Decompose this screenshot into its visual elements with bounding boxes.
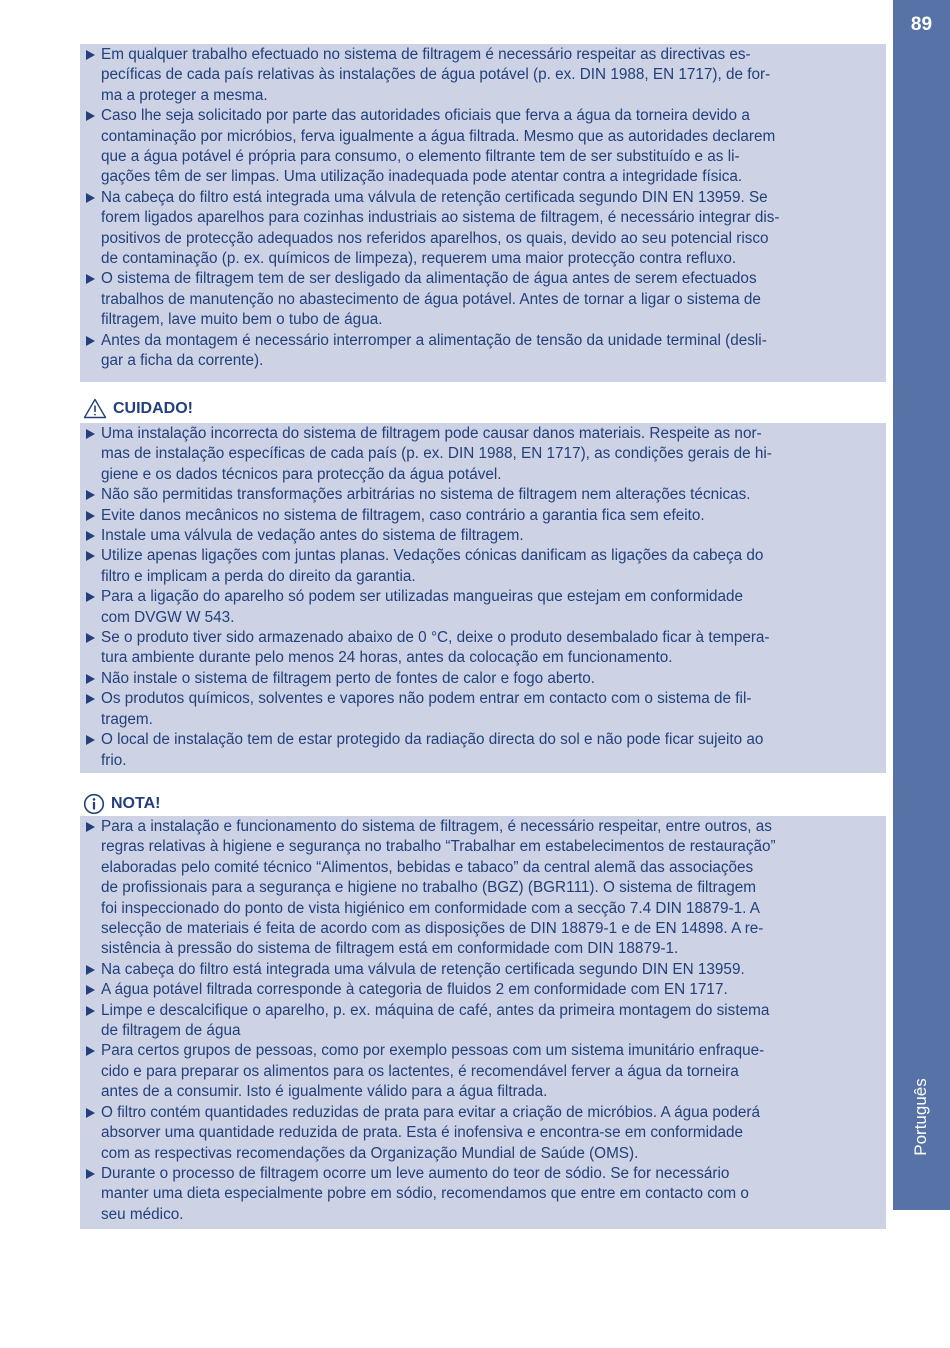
bullet-text-line: Na cabeça do filtro está integrada uma válvula de retenção certificada segundo DIN EN 13959.	[101, 960, 745, 978]
bullet-text-line: Para a ligação do aparelho só podem ser utilizadas mangueiras que estejam em conformidade	[101, 588, 743, 606]
bullet-item	[86, 1001, 878, 1042]
bullet-text-line: Utilize apenas ligações com juntas planas. Vedações cónicas danificam as ligações da cabeça do	[101, 547, 764, 565]
bullet-arrow-icon	[86, 193, 95, 203]
bullet-text-line: com DVGW W 543.	[101, 608, 235, 626]
bullet-arrow-icon	[86, 674, 95, 684]
bullet-text-line: foi inspeccionado do ponto de vista higiénico em conformidade com a secção 7.4 DIN 18879-1. A	[101, 899, 761, 917]
bullet-arrow-icon	[86, 694, 95, 704]
bullet-text-line: Caso lhe seja solicitado por parte das autoridades oficiais que ferva a água da torneira devido a	[101, 107, 750, 125]
bullet-item	[86, 669, 878, 689]
bullet-text-line: Não são permitidas transformações arbitrárias no sistema de filtragem nem alterações técnicas.	[101, 486, 751, 504]
bullet-arrow-icon	[86, 511, 95, 521]
bullet-text-line: com as respectivas recomendações da Organização Mundial de Saúde (OMS).	[101, 1144, 639, 1162]
bullet-item	[86, 45, 878, 106]
bullet-text-line: forem ligados aparelhos para cozinhas industriais ao sistema de filtragem, é necessário integrar dis-	[101, 209, 780, 227]
bullet-item	[86, 817, 878, 960]
side-tab	[893, 0, 950, 1210]
bullet-item	[86, 1041, 878, 1102]
bullet-arrow-icon	[86, 985, 95, 995]
bullet-text-line: regras relativas à higiene e segurança no trabalho “Trabalhar em estabelecimentos de restauração”	[101, 838, 776, 856]
bullet-arrow-icon	[86, 1169, 95, 1179]
bullet-text-line: de contaminação (p. ex. químicos de limpeza), requerem uma maior protecção contra refluxo.	[101, 250, 737, 268]
bullet-item	[86, 424, 878, 485]
bullet-text-line: que a água potável é própria para consumo, o elemento filtrante tem de ser substituído e as li-	[101, 148, 740, 166]
note-heading-label: NOTA!	[111, 795, 161, 812]
bullet-text-line: absorver uma quantidade reduzida de prata. Esta é inofensiva e encontra-se em conformidade	[101, 1124, 744, 1142]
bullet-item	[86, 628, 878, 669]
language-tab-label: Português	[911, 1078, 930, 1156]
bullet-arrow-icon	[86, 1006, 95, 1016]
caution-box	[80, 423, 886, 773]
bullet-arrow-icon	[86, 336, 95, 346]
bullet-text-line: mas de instalação específicas de cada país (p. ex. DIN 1988, EN 1717), as condições gerais de hi-	[101, 445, 772, 463]
bullet-text-line: selecção de materiais é feita de acordo com as disposições de DIN 18879-1 e de EN 14898. A re-	[101, 920, 764, 938]
bullet-text-line: Os produtos químicos, solventes e vapores não podem entrar em contacto com o sistema de fil-	[101, 690, 752, 708]
bullet-text-line: filtragem, lave muito bem o tubo de água.	[101, 311, 383, 329]
bullet-text-line: de filtragem de água	[101, 1022, 241, 1040]
bullet-text-line: cido e para preparar os alimentos para os lactentes, é recomendável ferver a água da torneira	[101, 1062, 739, 1080]
bullet-text-line: antes de a consumir. Isto é igualmente válido para a água filtrada.	[101, 1083, 548, 1101]
bullet-item	[86, 331, 878, 372]
bullet-text-line: gações têm de ser limpas. Uma utilização inadequada pode atentar contra a integridade física.	[101, 168, 743, 186]
bullet-arrow-icon	[86, 531, 95, 541]
bullet-item	[86, 269, 878, 330]
bullet-item	[86, 1164, 878, 1225]
note-heading	[83, 793, 160, 815]
bullet-text-line: Limpe e descalcifique o aparelho, p. ex. máquina de café, antes da primeira montagem do sistema	[101, 1001, 770, 1019]
bullet-text-line: contaminação por micróbios, ferva igualmente a água filtrada. Mesmo que as autoridades declarem	[101, 127, 776, 145]
bullet-text-line: Se o produto tiver sido armazenado abaixo de 0 °C, deixe o produto desembalado ficar à tempera-	[101, 629, 770, 647]
bullet-text-line: tragem.	[101, 710, 153, 728]
general-safety-box	[80, 44, 886, 382]
bullet-item	[86, 980, 878, 1000]
bullet-text-line: elaboradas pelo comité técnico “Alimentos, bebidas e tabaco” da central alemã das associações	[101, 858, 754, 876]
bullet-item	[86, 1103, 878, 1164]
bullet-text-line: sistência à pressão do sistema de filtragem está em conformidade com DIN 18879-1.	[101, 940, 679, 958]
bullet-item	[86, 106, 878, 188]
bullet-arrow-icon	[86, 1046, 95, 1056]
bullet-item	[86, 587, 878, 628]
bullet-item	[86, 506, 878, 526]
bullet-item	[86, 689, 878, 730]
bullet-text-line: pecíficas de cada país relativas às instalações de água potável (p. ex. DIN 1988, EN 1717), de for-	[101, 66, 771, 84]
info-icon	[83, 793, 105, 815]
bullet-text-line: Antes da montagem é necessário interromper a alimentação de tensão da unidade terminal (desli-	[101, 331, 767, 349]
bullet-text-line: trabalhos de manutenção no abastecimento de água potável. Antes de tornar a ligar o sistema de	[101, 290, 761, 308]
bullet-arrow-icon	[86, 551, 95, 561]
bullet-item	[86, 526, 878, 546]
bullet-arrow-icon	[86, 50, 95, 60]
bullet-text-line: tura ambiente durante pelo menos 24 horas, antes da colocação em funcionamento.	[101, 649, 673, 667]
bullet-text-line: O sistema de filtragem tem de ser desligado da alimentação de água antes de serem efectuados	[101, 270, 757, 288]
bullet-text-line: seu médico.	[101, 1205, 184, 1223]
bullet-item	[86, 546, 878, 587]
bullet-text-line: Não instale o sistema de filtragem perto de fontes de calor e fogo aberto.	[101, 669, 596, 687]
bullet-text-line: giene e os dados técnicos para protecção da água potável.	[101, 465, 502, 483]
note-box	[80, 816, 886, 1229]
warning-triangle-icon	[83, 398, 107, 419]
bullet-text-line: O filtro contém quantidades reduzidas de prata para evitar a criação de micróbios. A água poderá	[101, 1103, 761, 1121]
bullet-arrow-icon	[86, 822, 95, 832]
bullet-arrow-icon	[86, 965, 95, 975]
bullet-text-line: Em qualquer trabalho efectuado no sistema de filtragem é necessário respeitar as directivas es-	[101, 46, 751, 63]
bullet-text-line: Na cabeça do filtro está integrada uma válvula de retenção certificada segundo DIN EN 13959. Se	[101, 188, 768, 206]
bullet-arrow-icon	[86, 592, 95, 602]
bullet-text-line: Durante o processo de filtragem ocorre um leve aumento do teor de sódio. Se for necessário	[101, 1164, 730, 1182]
bullet-text-line: frio.	[101, 751, 127, 769]
bullet-item	[86, 485, 878, 505]
bullet-item	[86, 188, 878, 270]
bullet-text-line: Instale uma válvula de vedação antes do sistema de filtragem.	[101, 527, 524, 545]
bullet-arrow-icon	[86, 633, 95, 643]
bullet-text-line: Para certos grupos de pessoas, como por exemplo pessoas com um sistema imunitário enfraque-	[101, 1042, 765, 1060]
bullet-text-line: gar a ficha da corrente).	[101, 352, 264, 370]
bullet-arrow-icon	[86, 490, 95, 500]
bullet-text-line: de profissionais para a segurança e higiene no trabalho (BGZ) (BGR111). O sistema de filtragem	[101, 879, 756, 897]
bullet-text-line: positivos de protecção adequados nos referidos aparelhos, os quais, devido ao seu potencial risco	[101, 229, 769, 247]
bullet-item	[86, 960, 878, 980]
bullet-text-line: Uma instalação incorrecta do sistema de filtragem pode causar danos materiais. Respeite as nor-	[101, 425, 762, 442]
bullet-arrow-icon	[86, 274, 95, 284]
page-number: 89	[910, 14, 933, 35]
bullet-text-line: A água potável filtrada corresponde à categoria de fluidos 2 em conformidade com EN 1717.	[101, 981, 728, 999]
bullet-text-line: manter uma dieta especialmente pobre em sódio, recomendamos que entre em contacto com o	[101, 1185, 749, 1203]
bullet-arrow-icon	[86, 429, 95, 439]
caution-heading	[83, 398, 193, 419]
caution-heading-label: CUIDADO!	[113, 399, 193, 417]
bullet-item	[86, 730, 878, 771]
bullet-text-line: filtro e implicam a perda do direito da garantia.	[101, 567, 416, 585]
bullet-arrow-icon	[86, 1108, 95, 1118]
bullet-arrow-icon	[86, 735, 95, 745]
bullet-text-line: ma a proteger a mesma.	[101, 86, 268, 104]
bullet-text-line: Para a instalação e funcionamento do sistema de filtragem, é necessário respeitar, entre outros, as	[101, 818, 772, 835]
bullet-text-line: Evite danos mecânicos no sistema de filtragem, caso contrário a garantia fica sem efeito.	[101, 506, 705, 524]
bullet-text-line: O local de instalação tem de estar protegido da radiação directa do sol e não pode ficar sujeito ao	[101, 731, 764, 749]
bullet-arrow-icon	[86, 111, 95, 121]
